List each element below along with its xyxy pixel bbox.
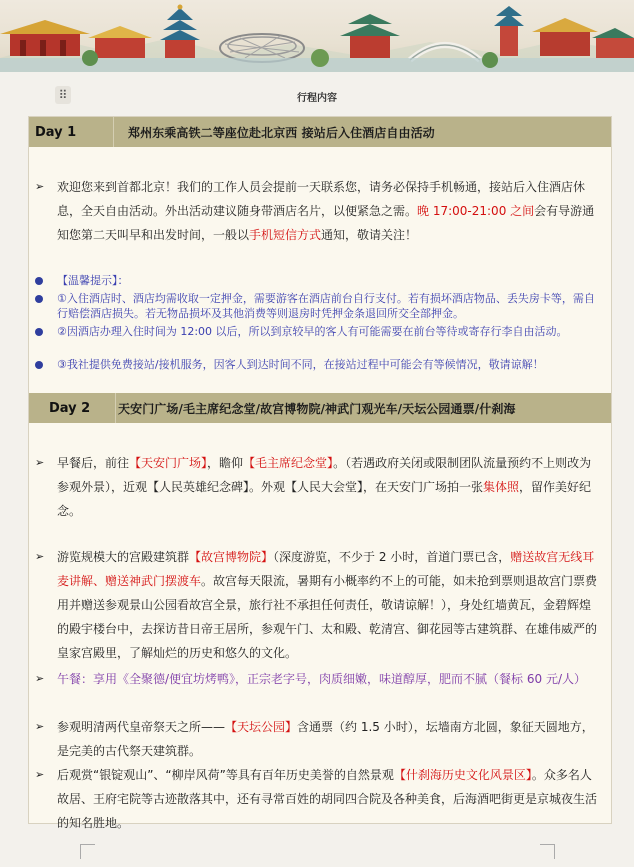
- body-text: 游览规模大的宫殿建筑群: [57, 550, 190, 564]
- day-title: 天安门广场/毛主席纪念堂/故宫博物院/神武门观光车/天坛公园通票/什刹海: [118, 401, 516, 416]
- tips-item: [29, 273, 611, 288]
- page-corner-mark: [80, 844, 95, 859]
- page-title: 行程内容: [297, 93, 337, 104]
- body-text: 通知，敬请关注！: [321, 228, 418, 242]
- paragraph-text: [57, 451, 601, 523]
- itinerary-paragraph: [29, 715, 611, 763]
- paragraph-text: [57, 763, 601, 835]
- highlight-text: 集体照: [483, 480, 520, 494]
- drag-handle-icon[interactable]: ⠿: [55, 86, 71, 104]
- tips-item: [29, 291, 611, 321]
- arrow-bullet-icon: ➢: [35, 550, 45, 563]
- highlight-text: 赠送故宫无线耳麦讲解、赠送神武门摆渡车: [57, 550, 595, 588]
- body-text: 。（若遇政府关闭或限制团队流量预约不上则改为参观外景），近观【人民英雄纪念碑】。外观【人民大会堂】，在天安门广场拍一张: [57, 456, 592, 494]
- tips-text: ②因酒店办理入住时间为 12:00 以后，所以到京较早的客人有可能需要在前台等待或寄存行李自由活动。: [57, 325, 568, 338]
- body-text: 。众多名人故居、王府宅院等古迹散落其中，还有寻常百姓的胡同四合院及各种美食，后海酒吧街更是京城夜生活的知名胜地。: [57, 768, 598, 830]
- paragraph-text: [57, 545, 601, 665]
- header-banner: [0, 0, 634, 72]
- tips-item: [29, 324, 611, 354]
- highlight-text: 【故宫博物院】: [189, 550, 274, 564]
- bullet-dot-icon: [35, 328, 43, 336]
- page-corner-mark: [540, 844, 555, 859]
- arrow-bullet-icon: ➢: [35, 456, 45, 469]
- tips-text: ③我社提供免费接站/接机服务，因客人到达时间不同，在接站过程中可能会有等候情况，敬请谅解！: [57, 358, 544, 371]
- day-header: [29, 117, 611, 147]
- itinerary-paragraph: [29, 667, 611, 715]
- body-text: （深度游览，不少于 2 小时，首道门票已含，: [273, 550, 511, 564]
- body-text: 欢迎您来到首都北京！我们的工作人员会提前一天联系您，请务必保持手机畅通，接站后入住酒店休息，全天自由活动。外出活动建议随身带酒店名片，以便紧急之需。: [57, 180, 586, 218]
- highlight-text: 手机短信方式: [249, 228, 322, 242]
- body-text: 会有导游通知您第二天叫早和出发时间，一般以: [57, 204, 595, 242]
- itinerary-paragraph: [29, 763, 611, 830]
- arrow-bullet-icon: ➢: [35, 768, 45, 781]
- itinerary-paragraph: [29, 451, 611, 523]
- beijing-landmarks-icon: [0, 0, 634, 72]
- tips-item: [29, 357, 611, 372]
- bullet-dot-icon: [35, 277, 43, 285]
- highlight-text: 【什刹海历史文化风景区】: [393, 768, 532, 782]
- highlight-text: 【毛主席纪念堂】: [243, 456, 334, 470]
- itinerary-paragraph: [29, 175, 611, 247]
- body-text: ，瞻仰: [207, 456, 244, 470]
- tips-text: ①入住酒店时、酒店均需收取一定押金，需要游客在酒店前台自行支付。若有损坏酒店物品、丢失房卡等，需自行赔偿酒店损失。若无物品损坏及其他消费等则退房时凭押金条退回所交全部押金。: [57, 292, 595, 320]
- day-title: 郑州东乘高铁二等座位赴北京西 接站后入住酒店自由活动: [128, 125, 435, 140]
- highlight-text: 晚 17:00-21:00 之间: [417, 204, 535, 218]
- body-text: 。故宫每天限流，暑期有小概率约不上的可能，如未抢到票则退故宫门票费用并赠送参观景山公园看故宫全景，旅行社不承担任何责任，敬请谅解！），身处红墙黄瓦，金碧辉煌的殿宇楼台中，去探访昔日帝王居所，参观午门、太和殿、乾清宫、御花园等古建筑群、在雄伟威严的皇家宫殿里，了解灿烂的历史和悠久的文化。: [57, 574, 598, 660]
- itinerary-sheet: [28, 116, 612, 830]
- arrow-bullet-icon: ➢: [35, 180, 45, 193]
- day-header: [29, 393, 611, 423]
- day-label: Day 1: [29, 117, 114, 147]
- paragraph-text: [57, 175, 601, 247]
- body-text: 早餐后，前往: [57, 456, 130, 470]
- arrow-bullet-icon: ➢: [35, 720, 45, 733]
- itinerary-paragraph: [29, 545, 611, 665]
- arrow-bullet-icon: ➢: [35, 672, 45, 685]
- bullet-dot-icon: [35, 295, 43, 303]
- body-text: 参观明清两代皇帝祭天之所——: [57, 720, 226, 734]
- body-text: 后观赏“银锭观山”、“柳岸风荷”等具有百年历史美誉的自然景观: [57, 768, 394, 782]
- tips-text: 【温馨提示】：: [57, 274, 129, 287]
- day-label: Day 2: [29, 393, 116, 423]
- paragraph-text: [57, 715, 601, 763]
- highlight-text: 【天坛公园】: [225, 720, 298, 734]
- body-text: 含通票（约 1.5 小时），坛墙南方北圆，象征天圆地方，是完美的古代祭天建筑群。: [57, 720, 594, 758]
- highlight-text: 午餐：享用《全聚德/便宜坊烤鸭》，正宗老字号，肉质细嫩，味道醇厚，肥而不腻（餐标 60 元/人）: [57, 672, 586, 686]
- bullet-dot-icon: [35, 361, 43, 369]
- paragraph-text: [57, 667, 601, 691]
- body-text: ，留作美好纪念。: [57, 480, 592, 518]
- highlight-text: 【天安门广场】: [129, 456, 208, 470]
